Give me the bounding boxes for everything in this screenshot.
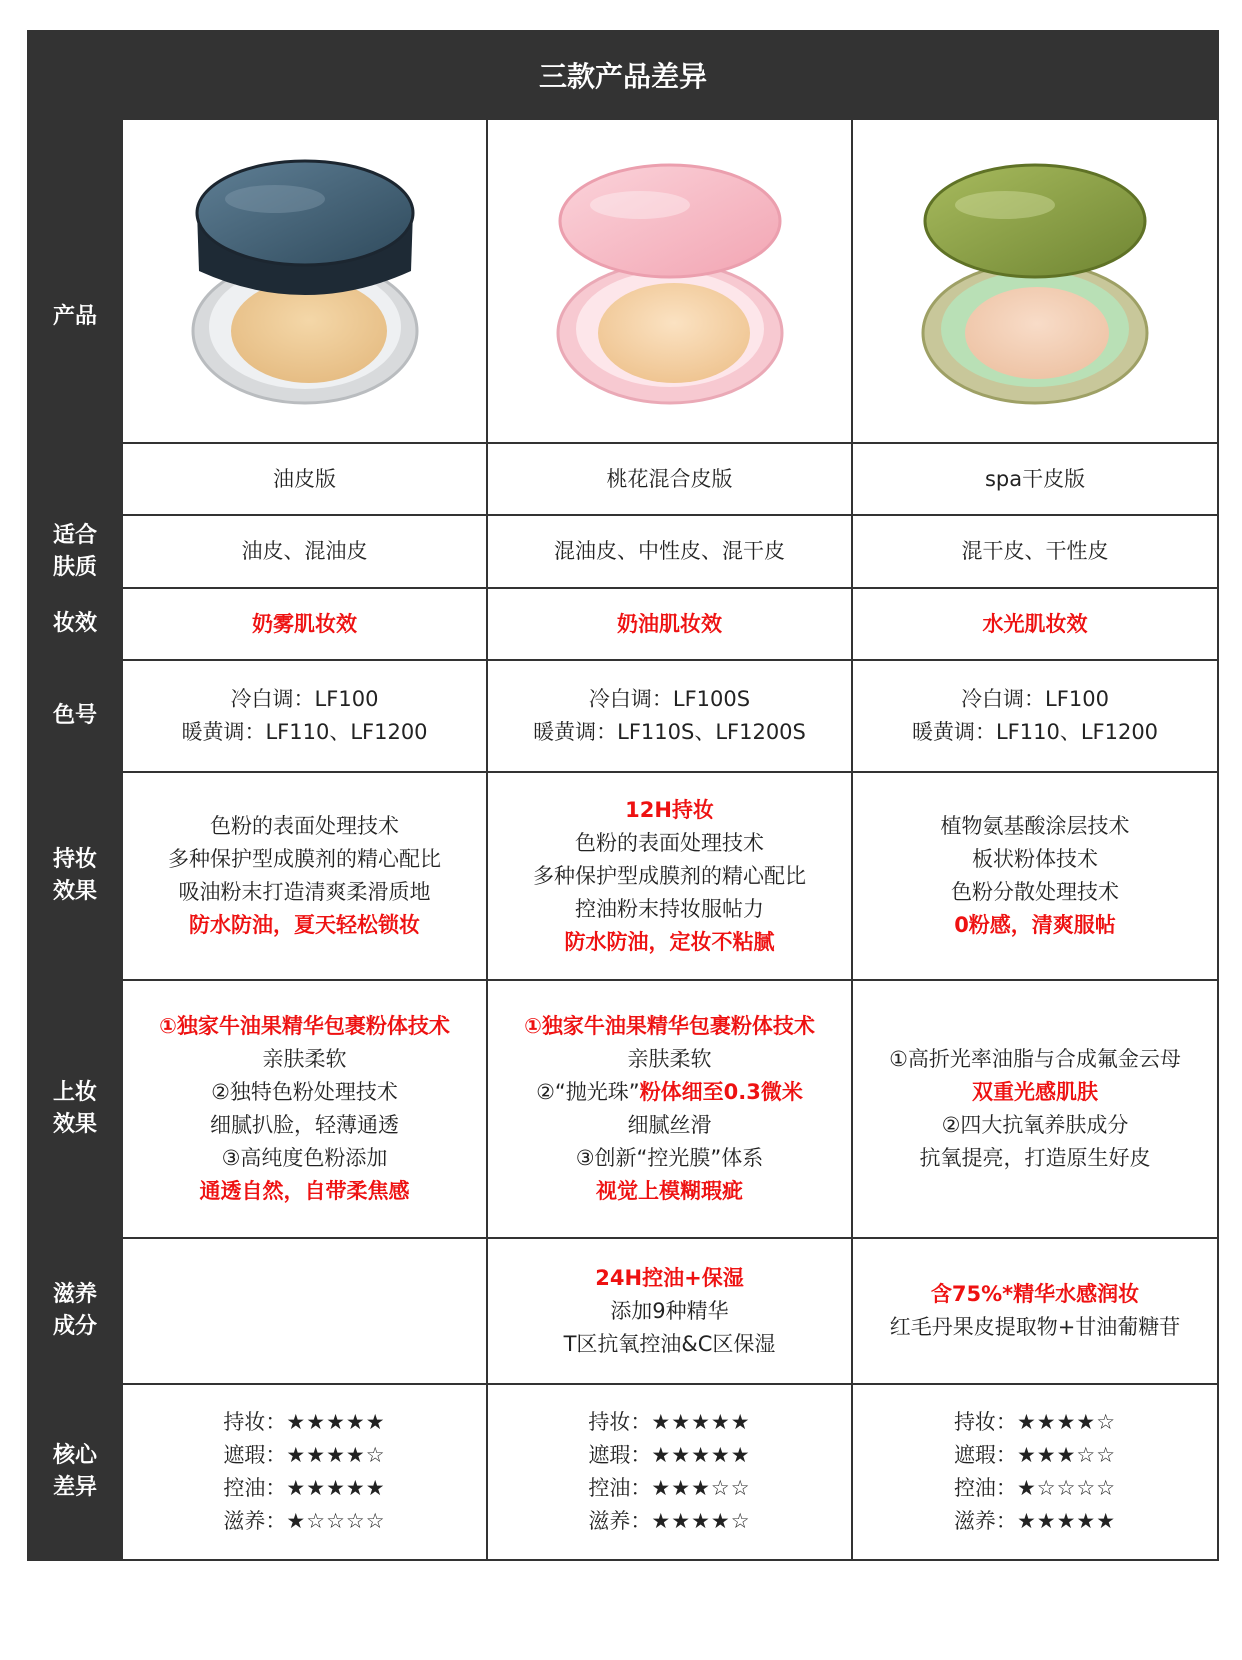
rating-stars: ★☆☆☆☆ — [1016, 1476, 1117, 1500]
rating-stars: ★★★★★ — [286, 1410, 386, 1434]
label-application-text: 上妆 效果 — [52, 1080, 97, 1137]
text-line — [853, 843, 1217, 876]
text-line-main: ①独家牛油果精华包裹粉体技术 — [159, 1014, 450, 1038]
rating-stars: ★★★★★ — [286, 1476, 386, 1500]
rating-row — [488, 1439, 851, 1472]
shade-3 — [852, 660, 1218, 772]
text-line — [488, 1010, 851, 1043]
text-line-main: 含75%*精华水感润妆 — [930, 1282, 1140, 1306]
nourish-2 — [487, 1238, 852, 1384]
text-line-main: ②“抛光珠” — [536, 1080, 640, 1104]
rating-row — [853, 1472, 1217, 1505]
text-line-main: 防水防油，定妆不粘腻 — [564, 929, 775, 954]
lasting-3 — [852, 772, 1218, 980]
rating-row — [123, 1439, 486, 1472]
text-line-main: ②独特色粉处理技术 — [211, 1080, 398, 1104]
rating-label: 滋养： — [588, 1509, 652, 1533]
text-line-main: ③高纯度色粉添加 — [221, 1146, 388, 1170]
rating-label: 滋养： — [953, 1509, 1017, 1533]
text-line-main: 色粉分散处理技术 — [951, 880, 1119, 904]
effect-1: 奶雾肌妆效 — [122, 588, 487, 660]
text-line-main: 吸油粉末打造清爽柔滑质地 — [178, 880, 431, 904]
text-line — [853, 876, 1217, 909]
text-line — [488, 893, 851, 926]
label-effect: 妆效 — [28, 588, 122, 660]
product-name-2: 桃花混合皮版 — [487, 443, 852, 515]
core-2 — [487, 1384, 852, 1560]
rating-row — [853, 1505, 1217, 1538]
text-line — [853, 1142, 1217, 1175]
text-line — [488, 794, 851, 827]
text-line — [123, 1109, 486, 1142]
shade-line: 暖黄调：LF110S、LF1200S — [533, 720, 806, 744]
text-line — [123, 810, 486, 843]
product-image-cell-3 — [852, 119, 1218, 443]
shade-1 — [122, 660, 487, 772]
text-line-main: ②四大抗氧养肤成分 — [941, 1113, 1129, 1137]
skin-type-2: 混油皮、中性皮、混干皮 — [487, 515, 852, 588]
text-line-main: 色粉的表面处理技术 — [210, 814, 399, 838]
table-title: 三款产品差异 — [28, 31, 1218, 119]
text-line — [853, 810, 1217, 843]
label-lasting-text: 持妆 效果 — [52, 847, 97, 904]
rating-row — [123, 1472, 486, 1505]
text-line-main: 24H控油+保湿 — [595, 1265, 744, 1290]
rating-label: 遮瑕： — [223, 1443, 287, 1467]
rating-label: 控油： — [223, 1476, 287, 1500]
text-line — [488, 827, 851, 860]
label-application — [28, 980, 122, 1238]
text-line-main: 抗氧提亮，打造原生好皮 — [919, 1146, 1151, 1170]
blue-cushion-compact-icon — [175, 151, 435, 411]
rating-row — [853, 1406, 1217, 1439]
rating-label: 持妆： — [223, 1410, 287, 1434]
effect-2: 奶油肌妆效 — [487, 588, 852, 660]
skin-type-3: 混干皮、干性皮 — [852, 515, 1218, 588]
text-line-main: ①独家牛油果精华包裹粉体技术 — [524, 1014, 815, 1038]
text-line — [853, 1278, 1217, 1311]
rating-label: 控油： — [588, 1476, 652, 1500]
product-name-3: spa干皮版 — [852, 443, 1218, 515]
rating-row — [488, 1472, 851, 1505]
text-line — [123, 843, 486, 876]
rating-row — [123, 1406, 486, 1439]
text-line — [488, 926, 851, 959]
product-image-cell-1 — [122, 119, 487, 443]
rating-label: 遮瑕： — [953, 1443, 1017, 1467]
text-line-main: 防水防油，夏天轻松锁妆 — [189, 913, 420, 937]
label-skin-type — [28, 515, 122, 588]
text-line — [853, 1076, 1217, 1109]
text-line — [488, 1262, 851, 1295]
application-2 — [487, 980, 852, 1238]
text-line-highlight: 粉体细至0.3微米 — [639, 1080, 803, 1104]
text-line-main: 控油粉末持妆服帖力 — [575, 896, 764, 921]
rating-stars: ★★★★★ — [651, 1410, 751, 1434]
text-line-main: ①高折光率油脂与合成氟金云母 — [889, 1047, 1181, 1071]
lasting-1 — [122, 772, 487, 980]
rating-stars: ★☆☆☆☆ — [286, 1509, 386, 1533]
rating-label: 遮瑕： — [588, 1443, 652, 1467]
text-line — [488, 1175, 851, 1208]
label-lasting — [28, 772, 122, 980]
label-shade: 色号 — [28, 660, 122, 772]
label-core — [28, 1384, 122, 1560]
text-line — [123, 1142, 486, 1175]
label-product: 产品 — [28, 119, 122, 515]
text-line-main: 板状粉体技术 — [972, 847, 1098, 871]
rating-stars: ★★★☆☆ — [651, 1476, 751, 1500]
application-1 — [122, 980, 487, 1238]
text-line-main: 亲肤柔软 — [627, 1047, 712, 1071]
text-line-main: 0粉感，清爽服帖 — [954, 913, 1116, 937]
rating-label: 持妆： — [588, 1410, 652, 1434]
lasting-2 — [487, 772, 852, 980]
text-line-main: ③创新“控光膜”体系 — [575, 1146, 764, 1170]
skin-type-1: 油皮、混油皮 — [122, 515, 487, 588]
text-line-main: 双重光感肌肤 — [972, 1080, 1098, 1104]
product-image-cell-2 — [487, 119, 852, 443]
text-line — [488, 1295, 851, 1328]
rating-stars: ★★★★☆ — [651, 1509, 751, 1533]
text-line-main: 12H持妆 — [625, 797, 714, 822]
text-line-main: 通透自然，自带柔焦感 — [199, 1179, 410, 1203]
shade-line: 暖黄调：LF110、LF1200 — [181, 720, 428, 744]
effect-3: 水光肌妆效 — [852, 588, 1218, 660]
text-line — [853, 1043, 1217, 1076]
text-line-main: 多种保护型成膜剂的精心配比 — [533, 863, 806, 888]
text-line — [853, 909, 1217, 942]
text-line — [123, 876, 486, 909]
text-line — [488, 1076, 851, 1109]
label-skin-type-text: 适合 肤质 — [52, 522, 97, 580]
rating-row — [488, 1406, 851, 1439]
shade-line: 暖黄调：LF110、LF1200 — [911, 720, 1159, 744]
product-name-1: 油皮版 — [122, 443, 487, 515]
rating-stars: ★★★★☆ — [1016, 1410, 1117, 1434]
shade-2 — [487, 660, 852, 772]
pink-cushion-compact-icon — [540, 151, 800, 411]
green-cushion-compact-icon — [905, 151, 1165, 411]
text-line-main: 植物氨基酸涂层技术 — [940, 814, 1130, 838]
text-line — [123, 1076, 486, 1109]
text-line — [123, 1010, 486, 1043]
core-3 — [852, 1384, 1218, 1560]
text-line — [123, 1175, 486, 1208]
nourish-1 — [122, 1238, 487, 1384]
label-nourish — [28, 1238, 122, 1384]
text-line — [853, 1311, 1217, 1344]
rating-row — [123, 1505, 486, 1538]
rating-row — [853, 1439, 1217, 1472]
rating-stars: ★★★★★ — [651, 1443, 751, 1467]
text-line — [488, 1043, 851, 1076]
rating-label: 持妆： — [953, 1410, 1017, 1434]
text-line — [123, 909, 486, 942]
text-line-main: 红毛丹果皮提取物+甘油葡糖苷 — [889, 1315, 1181, 1339]
rating-stars: ★★★★☆ — [286, 1443, 386, 1467]
core-1 — [122, 1384, 487, 1560]
text-line-main: 细腻丝滑 — [627, 1113, 712, 1137]
text-line — [488, 1109, 851, 1142]
shade-line: 冷白调：LF100S — [588, 687, 751, 711]
text-line — [123, 1043, 486, 1076]
comparison-table — [27, 30, 1219, 1561]
label-core-text: 核心 差异 — [52, 1443, 97, 1500]
shade-line: 冷白调：LF100 — [961, 687, 1109, 711]
text-line-main: 多种保护型成膜剂的精心配比 — [168, 847, 441, 871]
text-line-main: 色粉的表面处理技术 — [575, 830, 764, 855]
rating-row — [488, 1505, 851, 1538]
nourish-3 — [852, 1238, 1218, 1384]
comparison-table-wrap — [27, 30, 1217, 1561]
text-line — [488, 1328, 851, 1361]
text-line — [488, 860, 851, 893]
rating-label: 控油： — [953, 1476, 1017, 1500]
label-nourish-text: 滋养 成分 — [52, 1282, 97, 1339]
text-line — [488, 1142, 851, 1175]
text-line-main: T区抗氧控油&C区保湿 — [563, 1331, 776, 1356]
rating-label: 滋养： — [223, 1509, 287, 1533]
rating-stars: ★★★★★ — [1016, 1509, 1117, 1533]
text-line-main: 亲肤柔软 — [262, 1047, 347, 1071]
rating-stars: ★★★☆☆ — [1016, 1443, 1117, 1467]
text-line-main: 添加9种精华 — [610, 1298, 729, 1323]
text-line-main: 细腻扒脸，轻薄通透 — [210, 1113, 399, 1137]
application-3 — [852, 980, 1218, 1238]
text-line-main: 视觉上模糊瑕疵 — [596, 1179, 743, 1203]
text-line — [853, 1109, 1217, 1142]
shade-line: 冷白调：LF100 — [230, 687, 379, 711]
